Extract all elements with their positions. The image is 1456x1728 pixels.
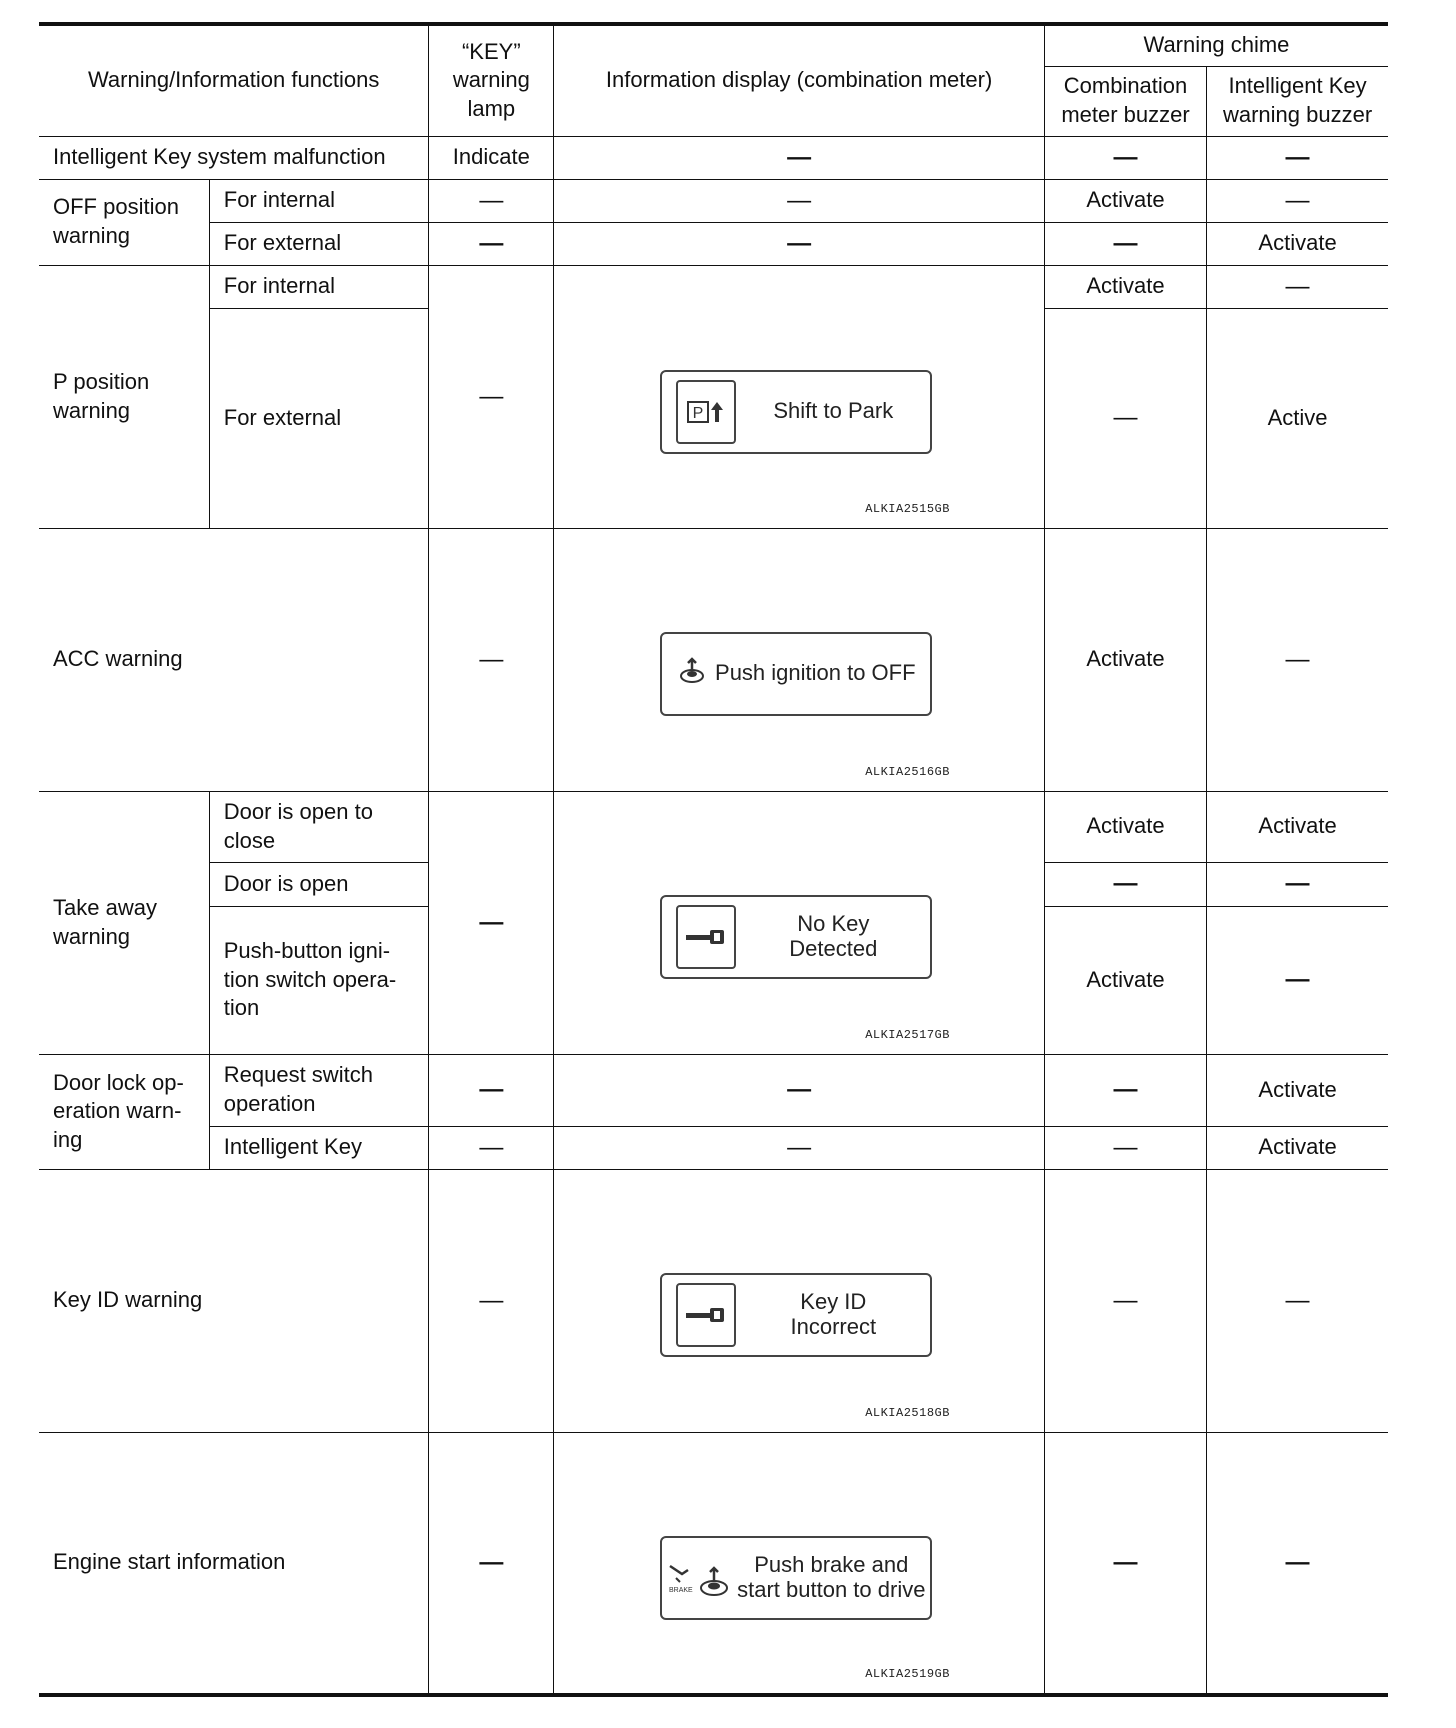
- acc-lamp: —: [429, 528, 554, 791]
- figure-code: ALKIA2515GB: [865, 501, 950, 516]
- display-text: Key ID Incorrect: [790, 1289, 877, 1339]
- header-functions: Warning/Information functions: [39, 24, 429, 136]
- figure-code: ALKIA2519GB: [865, 1667, 950, 1682]
- ignition-icon: [677, 655, 707, 693]
- take-away-door-open-close-intelligent: Activate: [1207, 791, 1388, 862]
- take-away-door-open-close-combination: Activate: [1044, 791, 1206, 862]
- key-id-display-figure: [554, 1169, 1045, 1432]
- figure-code: ALKIA2517GB: [865, 1027, 950, 1042]
- warning-functions-table: [39, 22, 1388, 1697]
- off-internal-intelligent: —: [1207, 179, 1388, 222]
- p-internal-intelligent: —: [1207, 265, 1388, 308]
- door-lock-key-intelligent: Activate: [1207, 1126, 1388, 1169]
- display-text: No Key Detected: [789, 911, 878, 961]
- off-internal-display: —: [554, 179, 1045, 222]
- row-off-position-label: OFF position warning: [39, 179, 209, 265]
- row-acc-label: ACC warning: [39, 528, 429, 791]
- svg-text:P: P: [692, 404, 704, 422]
- take-away-push-button-label: Push-button igni- tion switch opera- tion: [209, 906, 429, 1054]
- door-lock-intelligent-key-label: Intelligent Key: [209, 1126, 429, 1169]
- off-external-lamp: —: [429, 222, 554, 265]
- display-text: Push ignition to OFF: [715, 660, 916, 686]
- take-away-door-open-intelligent: —: [1207, 862, 1388, 906]
- display-panel: [660, 895, 932, 979]
- p-external-intelligent: Active: [1207, 308, 1388, 528]
- door-lock-key-display: —: [554, 1126, 1045, 1169]
- row-key-id-label: Key ID warning: [39, 1169, 429, 1432]
- p-external-combination: —: [1044, 308, 1206, 528]
- p-internal-combination: Activate: [1044, 265, 1206, 308]
- door-lock-key-lamp: —: [429, 1126, 554, 1169]
- p-external-label: For external: [209, 308, 429, 528]
- malfunction-intelligent: —: [1207, 136, 1388, 179]
- door-lock-request-lamp: —: [429, 1054, 554, 1126]
- take-away-door-open-close-label: Door is open to close: [209, 791, 429, 862]
- key-id-intelligent: —: [1207, 1169, 1388, 1432]
- figure-code: ALKIA2516GB: [865, 764, 950, 779]
- take-away-door-open-label: Door is open: [209, 862, 429, 906]
- door-lock-request-combination: —: [1044, 1054, 1206, 1126]
- display-panel: [660, 632, 932, 716]
- take-away-door-open-combination: —: [1044, 862, 1206, 906]
- door-lock-key-combination: —: [1044, 1126, 1206, 1169]
- take-away-display-figure: [554, 791, 1045, 1054]
- header-warning-chime: Warning chime: [1044, 24, 1388, 66]
- take-away-lamp: —: [429, 791, 554, 1054]
- door-lock-request-switch-label: Request switch operation: [209, 1054, 429, 1126]
- svg-text:BRAKE: BRAKE: [669, 1586, 694, 1594]
- display-panel: [660, 1273, 932, 1357]
- take-away-push-button-combination: Activate: [1044, 906, 1206, 1054]
- engine-start-display-figure: [554, 1432, 1045, 1695]
- row-malfunction-label: Intelligent Key system malfunction: [39, 136, 429, 179]
- malfunction-combination: —: [1044, 136, 1206, 179]
- row-door-lock-label: Door lock op- eration warn- ing: [39, 1054, 209, 1169]
- key-id-lamp: —: [429, 1169, 554, 1432]
- off-external-intelligent: Activate: [1207, 222, 1388, 265]
- door-lock-request-intelligent: Activate: [1207, 1054, 1388, 1126]
- off-external-display: —: [554, 222, 1045, 265]
- acc-display-figure: [554, 528, 1045, 791]
- engine-start-lamp: —: [429, 1432, 554, 1695]
- display-panel: [660, 1536, 932, 1620]
- malfunction-lamp: Indicate: [429, 136, 554, 179]
- off-external-label: For external: [209, 222, 429, 265]
- take-away-push-button-intelligent: —: [1207, 906, 1388, 1054]
- p-display-figure: [554, 265, 1045, 528]
- engine-start-combination: —: [1044, 1432, 1206, 1695]
- engine-start-intelligent: —: [1207, 1432, 1388, 1695]
- row-take-away-label: Take away warning: [39, 791, 209, 1054]
- p-internal-label: For internal: [209, 265, 429, 308]
- brake-pedal-icon: [666, 1548, 732, 1608]
- shift-to-park-icon: [676, 380, 736, 444]
- off-internal-lamp: —: [429, 179, 554, 222]
- header-combination-buzzer: Combination meter buzzer: [1044, 66, 1206, 136]
- key-id-combination: —: [1044, 1169, 1206, 1432]
- header-info-display: Information display (combination meter): [554, 24, 1045, 136]
- off-internal-label: For internal: [209, 179, 429, 222]
- header-intelligent-buzzer: Intelligent Key warning buzzer: [1207, 66, 1388, 136]
- acc-combination: Activate: [1044, 528, 1206, 791]
- acc-intelligent: —: [1207, 528, 1388, 791]
- door-lock-request-display: —: [554, 1054, 1045, 1126]
- off-internal-combination: Activate: [1044, 179, 1206, 222]
- display-text: Shift to Park: [773, 398, 894, 424]
- key-icon: [676, 1283, 736, 1347]
- header-key-lamp: “KEY” warning lamp: [429, 24, 554, 136]
- p-lamp: —: [429, 265, 554, 528]
- row-engine-start-label: Engine start information: [39, 1432, 429, 1695]
- malfunction-display: —: [554, 136, 1045, 179]
- key-icon: [676, 905, 736, 969]
- display-panel: [660, 370, 932, 454]
- display-text: Push brake and start button to drive: [737, 1552, 926, 1602]
- figure-code: ALKIA2518GB: [865, 1405, 950, 1420]
- row-p-position-label: P position warning: [39, 265, 209, 528]
- off-external-combination: —: [1044, 222, 1206, 265]
